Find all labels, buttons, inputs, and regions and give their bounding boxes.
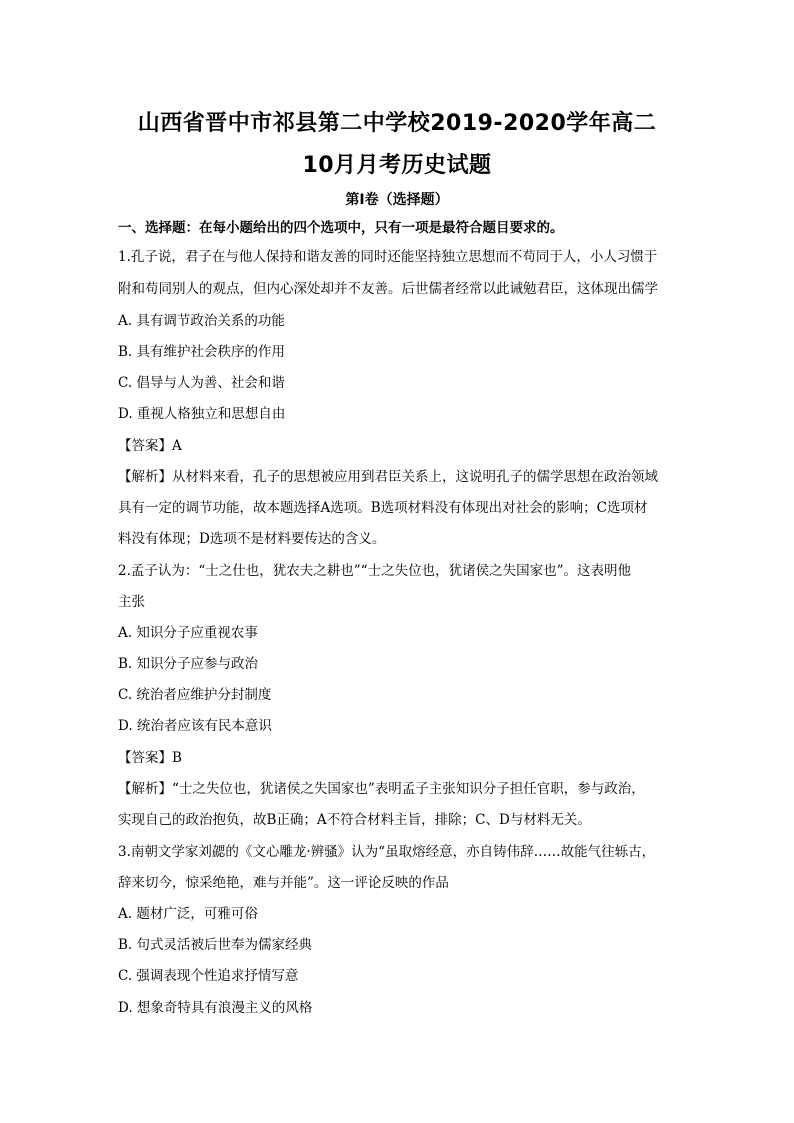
q1-analysis-line3: 料没有体现；D选项不是材料要传达的含义。 xyxy=(118,531,386,547)
q2-option-b: B. 知识分子应参与政治 xyxy=(118,656,259,672)
section-heading: 一、选择题：在每小题给出的四个选项中，只有一项是最符合题目要求的。 xyxy=(118,220,564,236)
q2-analysis-line1: 【解析】“士之失位也，犹诸侯之失国家也”表明孟子主张知识分子担任官职，参与政治， xyxy=(118,781,645,797)
q2-stem-line2: 主张 xyxy=(118,594,145,610)
q3-option-c: C. 强调表现个性追求抒情写意 xyxy=(118,968,299,984)
q2-option-a: A. 知识分子应重视农事 xyxy=(118,625,258,641)
q2-option-d: D. 统治者应该有民本意识 xyxy=(118,718,272,734)
q3-option-b: B. 句式灵活被后世奉为儒家经典 xyxy=(118,937,313,953)
q2-stem-line1: 2.孟子认为：“士之仕也，犹农夫之耕也”“士之失位也，犹诸侯之失国家也”。这表明他 xyxy=(118,563,631,579)
q2-option-c: C. 统治者应维护分封制度 xyxy=(118,687,272,703)
q1-option-c: C. 倡导与人为善、社会和谐 xyxy=(118,375,285,391)
q1-stem-line1: 1.孔子说，君子在与他人保持和谐友善的同时还能坚持独立思想而不苟同于人，小人习惯于 xyxy=(118,249,658,265)
part-label: 第Ⅰ卷（选择题） xyxy=(345,192,449,208)
document-title-line1: 山西省晋中市祁县第二中学校2019-2020学年高二 xyxy=(137,111,657,136)
q1-stem-line2: 附和苟同别人的观点，但内心深处却并不友善。后世儒者经常以此诫勉君臣，这体现出儒学 xyxy=(118,281,658,297)
q2-answer: 【答案】B xyxy=(118,750,182,766)
q1-answer: 【答案】A xyxy=(118,438,182,454)
q1-option-a: A. 具有调节政治关系的功能 xyxy=(118,313,285,329)
q1-analysis-line2: 具有一定的调节功能，故本题选择A选项。B选项材料没有体现出对社会的影响；C选项材 xyxy=(118,500,648,516)
q3-stem-line2: 辞来切今，惊采绝艳，难与并能”。这一评论反映的作品 xyxy=(118,875,449,891)
q3-option-d: D. 想象奇特具有浪漫主义的风格 xyxy=(118,1000,313,1016)
q1-analysis-line1: 【解析】从材料来看，孔子的思想被应用到君臣关系上，这说明孔子的儒学思想在政治领域 xyxy=(118,469,658,485)
q2-analysis-line2: 实现自己的政治抱负，故B正确；A不符合材料主旨，排除；C、D与材料无关。 xyxy=(118,812,591,828)
q1-option-d: D. 重视人格独立和思想自由 xyxy=(118,406,286,422)
q3-option-a: A. 题材广泛，可雅可俗 xyxy=(118,906,258,922)
document-title-line2: 10月月考历史试题 xyxy=(302,153,492,178)
q3-stem-line1: 3.南朝文学家刘勰的《文心雕龙·辨骚》认为“虽取熔经意，亦自铸伟辞……故能气往轹古， xyxy=(118,844,656,860)
q1-option-b: B. 具有维护社会秩序的作用 xyxy=(118,344,286,360)
